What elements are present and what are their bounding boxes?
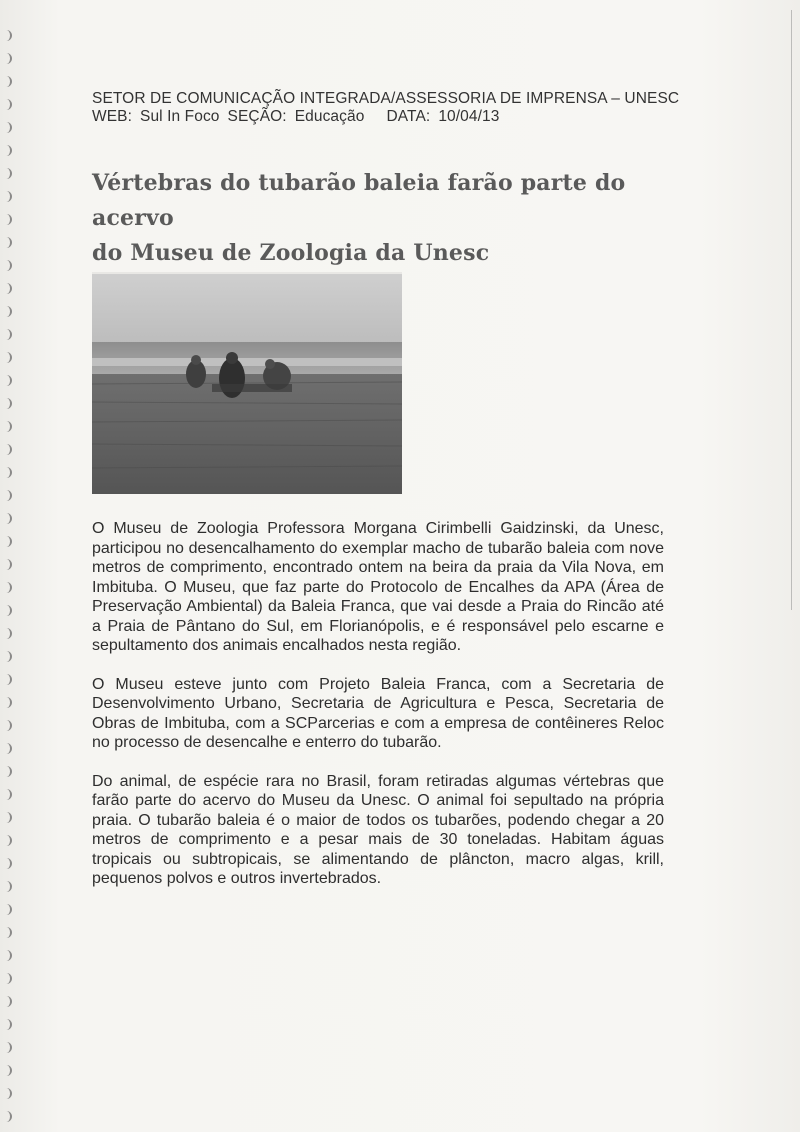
binding-hole-mark xyxy=(4,122,12,133)
header-line-2 xyxy=(92,108,692,126)
date-label: DATA: xyxy=(386,108,431,125)
binding-hole-mark xyxy=(4,628,12,639)
binding-hole-mark xyxy=(4,858,12,869)
binding-hole-mark xyxy=(4,536,12,547)
binding-hole-mark xyxy=(4,145,12,156)
binding-hole-mark xyxy=(4,904,12,915)
binding-hole-mark xyxy=(4,214,12,225)
binding-hole-mark xyxy=(4,605,12,616)
document-header xyxy=(92,90,692,126)
header-line-1: SETOR DE COMUNICAÇÃO INTEGRADA/ASSESSORIA DE IMPRENSA – UNESC xyxy=(92,90,680,107)
binding-hole-mark xyxy=(4,513,12,524)
binding-hole-mark xyxy=(4,375,12,386)
beach-photo-image xyxy=(92,272,402,494)
binding-hole-mark xyxy=(4,950,12,961)
binding-hole-mark xyxy=(4,329,12,340)
page-edge-line xyxy=(791,10,792,610)
binding-hole-mark xyxy=(4,76,12,87)
binding-hole-mark xyxy=(4,53,12,64)
binding-hole-mark xyxy=(4,30,12,41)
binding-hole-mark xyxy=(4,835,12,846)
binding-hole-mark xyxy=(4,168,12,179)
sky xyxy=(92,274,402,342)
article-title-line-1: Vértebras do tubarão baleia farão parte do acervo xyxy=(92,170,626,231)
binding-hole-mark xyxy=(4,1019,12,1030)
binding-hole-mark xyxy=(4,1065,12,1076)
binding-hole-mark xyxy=(4,1111,12,1122)
binding-hole-mark xyxy=(4,444,12,455)
binding-hole-mark xyxy=(4,996,12,1007)
binding-hole-mark xyxy=(4,1042,12,1053)
article-title-line-2: do Museu de Zoologia da Unesc xyxy=(92,240,490,266)
binding-hole-mark xyxy=(4,812,12,823)
article-title xyxy=(92,166,692,271)
binding-hole-mark xyxy=(4,398,12,409)
beach-photo xyxy=(92,272,402,494)
binding-hole-mark xyxy=(4,306,12,317)
binding-hole-mark xyxy=(4,973,12,984)
binding-hole-mark xyxy=(4,789,12,800)
binding-hole-mark xyxy=(4,881,12,892)
binding-hole-mark xyxy=(4,237,12,248)
section-value: Educação xyxy=(294,108,365,125)
binding-hole-mark xyxy=(4,421,12,432)
binding-hole-mark xyxy=(4,283,12,294)
binding-hole-mark xyxy=(4,674,12,685)
binding-hole-mark xyxy=(4,743,12,754)
binding-hole-mark xyxy=(4,260,12,271)
article-paragraph-3: Do animal, de espécie rara no Brasil, foram retiradas algumas vértebras que farão parte do acervo do Museu da Unesc. O animal foi sepultado na própria praia. O tubarão baleia é o maior de todos os tubarões, podendo chegar a 20 metros de comprimento e a pesar mais de 30 toneladas. Habitam águas tropicais ou subtropicais, se alimentando de plâncton, macro algas, krill, pequenos polvos e outros invertebrados. xyxy=(92,772,664,887)
binding-hole-mark xyxy=(4,99,12,110)
article-body xyxy=(92,519,664,908)
binding-hole-mark xyxy=(4,467,12,478)
binding-hole-mark xyxy=(4,191,12,202)
date-value: 10/04/13 xyxy=(438,108,500,125)
binding-holes xyxy=(0,0,22,1132)
binding-hole-mark xyxy=(4,490,12,501)
binding-hole-mark xyxy=(4,1088,12,1099)
binding-hole-mark xyxy=(4,927,12,938)
binding-hole-mark xyxy=(4,651,12,662)
article-paragraph-2: O Museu esteve junto com Projeto Baleia Franca, com a Secretaria de Desenvolvimento Urbano, Secretaria de Agricultura e Pesca, Secretaria de Obras de Imbituba, com a SCParcerias e com a empresa de contêineres Reloc no processo de desencalhe e enterro do tubarão. xyxy=(92,675,664,751)
binding-hole-mark xyxy=(4,766,12,777)
article-paragraph-1: O Museu de Zoologia Professora Morgana Cirimbelli Gaidzinski, da Unesc, participou no desencalhamento do exemplar macho de tubarão baleia com nove metros de comprimento, encontrado ontem na beira da praia da Vila Nova, em Imbituba. O Museu, que faz parte do Protocolo de Encalhes da APA (Área de Preservação Ambiental) da Baleia Franca, que vai desde a Praia do Rincão até a Praia de Pântano do Sul, em Florianópolis, e é responsável pelo escarne e sepultamento dos animais encalhados nesta região. xyxy=(92,520,664,654)
web-value: Sul In Foco xyxy=(140,108,220,125)
binding-hole-mark xyxy=(4,697,12,708)
binding-hole-mark xyxy=(4,352,12,363)
binding-hole-mark xyxy=(4,582,12,593)
section-label: SEÇÃO: xyxy=(227,108,287,125)
binding-hole-mark xyxy=(4,720,12,731)
web-label: WEB: xyxy=(92,108,133,125)
binding-hole-mark xyxy=(4,559,12,570)
